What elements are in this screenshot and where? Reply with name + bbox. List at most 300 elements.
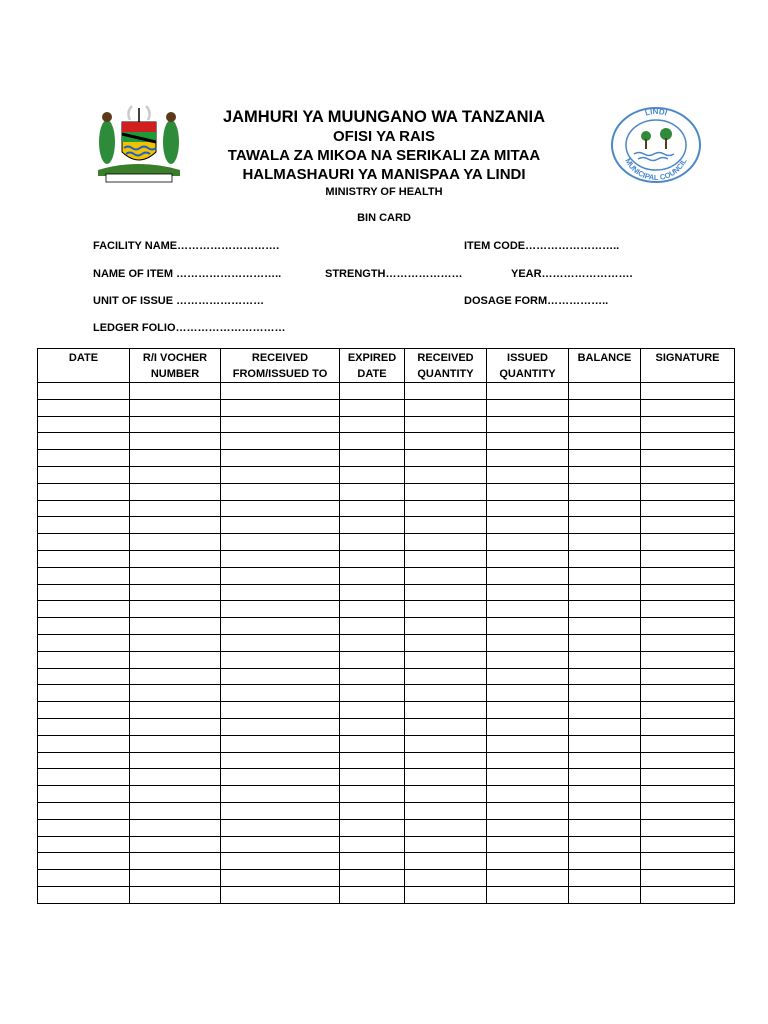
table-row xyxy=(38,702,735,719)
table-cell[interactable] xyxy=(221,483,340,500)
table-cell[interactable] xyxy=(38,416,130,433)
table-cell[interactable] xyxy=(221,618,340,635)
table-row xyxy=(38,416,735,433)
card-title: BIN CARD xyxy=(357,212,411,224)
table-cell[interactable] xyxy=(38,685,130,702)
table-cell[interactable] xyxy=(38,886,130,903)
table-cell[interactable] xyxy=(38,668,130,685)
table-cell[interactable] xyxy=(38,853,130,870)
table-cell[interactable] xyxy=(38,383,130,400)
table-cell[interactable] xyxy=(487,735,569,752)
table-cell[interactable] xyxy=(340,769,405,786)
table-cell[interactable] xyxy=(641,517,735,534)
table-cell[interactable] xyxy=(487,651,569,668)
item-code-field[interactable]: ITEM CODE…………………….. xyxy=(464,240,620,252)
table-row xyxy=(38,399,735,416)
table-row xyxy=(38,634,735,651)
table-cell[interactable] xyxy=(340,550,405,567)
table-cell[interactable] xyxy=(405,483,487,500)
table-cell[interactable] xyxy=(405,550,487,567)
table-cell[interactable] xyxy=(569,433,641,450)
table-cell[interactable] xyxy=(130,567,221,584)
strength-field[interactable]: STRENGTH………………… xyxy=(325,268,463,280)
table-cell[interactable] xyxy=(221,769,340,786)
table-cell[interactable] xyxy=(405,668,487,685)
column-header-line2: NUMBER xyxy=(150,368,200,380)
table-cell[interactable] xyxy=(487,752,569,769)
column-header-line2: QUANTITY xyxy=(417,368,474,380)
table-cell[interactable] xyxy=(641,702,735,719)
table-cell[interactable] xyxy=(38,718,130,735)
table-cell[interactable] xyxy=(487,500,569,517)
table-cell[interactable] xyxy=(487,853,569,870)
table-cell[interactable] xyxy=(38,601,130,618)
table-cell[interactable] xyxy=(221,500,340,517)
table-cell[interactable] xyxy=(569,634,641,651)
table-cell[interactable] xyxy=(405,853,487,870)
table-cell[interactable] xyxy=(221,853,340,870)
unit-of-issue-field[interactable]: UNIT OF ISSUE …………………… xyxy=(93,295,265,307)
table-cell[interactable] xyxy=(130,870,221,887)
table-cell[interactable] xyxy=(569,769,641,786)
table-cell[interactable] xyxy=(221,433,340,450)
column-header-line1: ISSUED xyxy=(507,352,548,364)
table-cell[interactable] xyxy=(38,786,130,803)
table-cell[interactable] xyxy=(221,819,340,836)
table-cell[interactable] xyxy=(405,416,487,433)
table-cell[interactable] xyxy=(641,752,735,769)
table-cell[interactable] xyxy=(569,618,641,635)
table-cell[interactable] xyxy=(130,853,221,870)
table-cell[interactable] xyxy=(38,819,130,836)
year-field[interactable]: YEAR……………………. xyxy=(511,268,633,280)
ledger-folio-field[interactable]: LEDGER FOLIO………………………… xyxy=(93,322,286,334)
table-cell[interactable] xyxy=(487,718,569,735)
table-row xyxy=(38,383,735,400)
table-cell[interactable] xyxy=(641,450,735,467)
table-cell[interactable] xyxy=(221,517,340,534)
table-cell[interactable] xyxy=(405,836,487,853)
table-cell[interactable] xyxy=(221,836,340,853)
table-cell[interactable] xyxy=(130,466,221,483)
table-cell[interactable] xyxy=(340,634,405,651)
table-cell[interactable] xyxy=(569,534,641,551)
table-cell[interactable] xyxy=(38,735,130,752)
table-cell[interactable] xyxy=(405,685,487,702)
table-cell[interactable] xyxy=(38,534,130,551)
table-cell[interactable] xyxy=(130,618,221,635)
table-cell[interactable] xyxy=(221,416,340,433)
table-cell[interactable] xyxy=(130,634,221,651)
table-cell[interactable] xyxy=(405,517,487,534)
table-cell[interactable] xyxy=(38,433,130,450)
table-cell[interactable] xyxy=(569,668,641,685)
table-cell[interactable] xyxy=(569,567,641,584)
table-cell[interactable] xyxy=(405,735,487,752)
table-cell[interactable] xyxy=(130,383,221,400)
table-cell[interactable] xyxy=(340,685,405,702)
table-cell[interactable] xyxy=(641,618,735,635)
column-header-received-from-issued-to xyxy=(221,349,340,383)
table-cell[interactable] xyxy=(569,399,641,416)
table-cell[interactable] xyxy=(38,870,130,887)
column-header-voucher-number xyxy=(130,349,221,383)
table-cell[interactable] xyxy=(221,450,340,467)
table-row xyxy=(38,819,735,836)
table-cell[interactable] xyxy=(130,399,221,416)
table-cell[interactable] xyxy=(641,668,735,685)
table-cell[interactable] xyxy=(641,466,735,483)
table-row xyxy=(38,567,735,584)
table-cell[interactable] xyxy=(221,601,340,618)
table-row xyxy=(38,618,735,635)
table-cell[interactable] xyxy=(569,500,641,517)
table-cell[interactable] xyxy=(487,584,569,601)
table-cell[interactable] xyxy=(641,870,735,887)
table-cell[interactable] xyxy=(487,601,569,618)
table-cell[interactable] xyxy=(38,450,130,467)
table-row xyxy=(38,534,735,551)
table-cell[interactable] xyxy=(569,450,641,467)
table-cell[interactable] xyxy=(641,567,735,584)
table-cell[interactable] xyxy=(569,601,641,618)
table-cell[interactable] xyxy=(340,836,405,853)
table-cell[interactable] xyxy=(569,802,641,819)
table-cell[interactable] xyxy=(130,752,221,769)
table-cell[interactable] xyxy=(340,433,405,450)
table-cell[interactable] xyxy=(569,584,641,601)
table-cell[interactable] xyxy=(340,567,405,584)
table-cell[interactable] xyxy=(221,399,340,416)
table-cell[interactable] xyxy=(569,685,641,702)
table-cell[interactable] xyxy=(487,466,569,483)
table-cell[interactable] xyxy=(641,601,735,618)
table-cell[interactable] xyxy=(405,651,487,668)
table-cell[interactable] xyxy=(641,483,735,500)
table-cell[interactable] xyxy=(487,399,569,416)
table-cell[interactable] xyxy=(130,702,221,719)
table-cell[interactable] xyxy=(38,836,130,853)
facility-name-field[interactable]: FACILITY NAME………………………. xyxy=(93,240,280,252)
table-cell[interactable] xyxy=(221,383,340,400)
table-cell[interactable] xyxy=(340,450,405,467)
table-cell[interactable] xyxy=(569,550,641,567)
table-cell[interactable] xyxy=(340,752,405,769)
table-cell[interactable] xyxy=(405,433,487,450)
table-cell[interactable] xyxy=(487,870,569,887)
table-cell[interactable] xyxy=(221,735,340,752)
table-cell[interactable] xyxy=(221,685,340,702)
dosage-form-field[interactable]: DOSAGE FORM…………….. xyxy=(464,295,609,307)
table-cell[interactable] xyxy=(569,870,641,887)
table-cell[interactable] xyxy=(487,383,569,400)
table-cell[interactable] xyxy=(340,534,405,551)
table-cell[interactable] xyxy=(221,870,340,887)
table-cell[interactable] xyxy=(641,819,735,836)
table-cell[interactable] xyxy=(569,416,641,433)
table-cell[interactable] xyxy=(130,483,221,500)
table-cell[interactable] xyxy=(641,786,735,803)
table-cell[interactable] xyxy=(340,399,405,416)
table-cell[interactable] xyxy=(569,517,641,534)
table-cell[interactable] xyxy=(405,534,487,551)
column-header-line2: FROM/ISSUED TO xyxy=(232,368,328,380)
table-row xyxy=(38,752,735,769)
table-cell[interactable] xyxy=(487,668,569,685)
table-cell[interactable] xyxy=(38,567,130,584)
table-cell[interactable] xyxy=(340,500,405,517)
table-cell[interactable] xyxy=(340,819,405,836)
column-header-line2: QUANTITY xyxy=(499,368,556,380)
table-cell[interactable] xyxy=(405,567,487,584)
table-cell[interactable] xyxy=(130,584,221,601)
table-cell[interactable] xyxy=(641,634,735,651)
table-row xyxy=(38,853,735,870)
table-cell[interactable] xyxy=(340,718,405,735)
table-cell[interactable] xyxy=(340,735,405,752)
table-cell[interactable] xyxy=(487,836,569,853)
table-cell[interactable] xyxy=(130,886,221,903)
table-cell[interactable] xyxy=(487,550,569,567)
table-cell[interactable] xyxy=(340,601,405,618)
table-body xyxy=(38,383,735,904)
table-cell[interactable] xyxy=(38,584,130,601)
column-header-balance xyxy=(569,349,641,383)
table-row xyxy=(38,550,735,567)
table-cell[interactable] xyxy=(569,886,641,903)
table-cell[interactable] xyxy=(130,836,221,853)
table-row xyxy=(38,433,735,450)
table-cell[interactable] xyxy=(405,450,487,467)
name-of-item-field[interactable]: NAME OF ITEM ……………………….. xyxy=(93,268,282,280)
table-header-row xyxy=(38,349,735,383)
table-cell[interactable] xyxy=(405,769,487,786)
table-cell[interactable] xyxy=(340,886,405,903)
table-cell[interactable] xyxy=(130,534,221,551)
table-cell[interactable] xyxy=(641,500,735,517)
table-cell[interactable] xyxy=(340,416,405,433)
table-cell[interactable] xyxy=(487,618,569,635)
table-cell[interactable] xyxy=(487,483,569,500)
table-cell[interactable] xyxy=(641,685,735,702)
table-cell[interactable] xyxy=(405,702,487,719)
table-cell[interactable] xyxy=(38,517,130,534)
table-cell[interactable] xyxy=(221,718,340,735)
table-cell[interactable] xyxy=(130,735,221,752)
table-cell[interactable] xyxy=(221,752,340,769)
seal-bottom-text: MUNICIPAL COUNCIL xyxy=(623,156,689,183)
table-cell[interactable] xyxy=(641,416,735,433)
table-cell[interactable] xyxy=(130,601,221,618)
table-row xyxy=(38,517,735,534)
table-cell[interactable] xyxy=(340,668,405,685)
table-cell[interactable] xyxy=(221,886,340,903)
table-cell[interactable] xyxy=(38,651,130,668)
table-cell[interactable] xyxy=(405,802,487,819)
table-cell[interactable] xyxy=(487,433,569,450)
table-cell[interactable] xyxy=(569,735,641,752)
table-cell[interactable] xyxy=(405,718,487,735)
table-cell[interactable] xyxy=(130,685,221,702)
table-cell[interactable] xyxy=(569,651,641,668)
table-cell[interactable] xyxy=(38,634,130,651)
seal-top-text: LINDI xyxy=(643,106,669,118)
table-cell[interactable] xyxy=(340,483,405,500)
table-cell[interactable] xyxy=(487,769,569,786)
table-cell[interactable] xyxy=(569,483,641,500)
table-row xyxy=(38,584,735,601)
table-cell[interactable] xyxy=(405,886,487,903)
table-cell[interactable] xyxy=(641,399,735,416)
table-cell[interactable] xyxy=(340,786,405,803)
table-cell[interactable] xyxy=(569,702,641,719)
table-cell[interactable] xyxy=(340,651,405,668)
table-cell[interactable] xyxy=(130,651,221,668)
header-municipal-council: HALMASHAURI YA MANISPAA YA LINDI xyxy=(242,166,526,183)
table-cell[interactable] xyxy=(38,500,130,517)
table-cell[interactable] xyxy=(405,634,487,651)
table-cell[interactable] xyxy=(130,769,221,786)
table-cell[interactable] xyxy=(221,802,340,819)
table-cell[interactable] xyxy=(221,466,340,483)
table-cell[interactable] xyxy=(340,870,405,887)
table-cell[interactable] xyxy=(38,550,130,567)
table-row xyxy=(38,483,735,500)
column-header-line1: RECEIVED xyxy=(251,352,309,364)
table-cell[interactable] xyxy=(569,383,641,400)
table-cell[interactable] xyxy=(130,819,221,836)
table-cell[interactable] xyxy=(130,718,221,735)
table-cell[interactable] xyxy=(487,702,569,719)
table-cell[interactable] xyxy=(340,517,405,534)
table-cell[interactable] xyxy=(405,870,487,887)
table-cell[interactable] xyxy=(487,886,569,903)
table-cell[interactable] xyxy=(641,584,735,601)
table-cell[interactable] xyxy=(569,853,641,870)
table-cell[interactable] xyxy=(38,752,130,769)
table-cell[interactable] xyxy=(569,786,641,803)
table-cell[interactable] xyxy=(130,668,221,685)
table-cell[interactable] xyxy=(641,769,735,786)
table-cell[interactable] xyxy=(130,550,221,567)
table-cell[interactable] xyxy=(405,786,487,803)
table-cell[interactable] xyxy=(38,702,130,719)
table-cell[interactable] xyxy=(405,601,487,618)
table-cell[interactable] xyxy=(221,534,340,551)
table-cell[interactable] xyxy=(641,550,735,567)
table-cell[interactable] xyxy=(641,383,735,400)
table-cell[interactable] xyxy=(221,668,340,685)
table-row xyxy=(38,466,735,483)
table-row xyxy=(38,450,735,467)
table-cell[interactable] xyxy=(641,735,735,752)
table-row xyxy=(38,735,735,752)
table-cell[interactable] xyxy=(405,500,487,517)
table-cell[interactable] xyxy=(569,466,641,483)
header-office: OFISI YA RAIS xyxy=(333,128,435,145)
table-cell[interactable] xyxy=(569,819,641,836)
table-cell[interactable] xyxy=(405,383,487,400)
table-cell[interactable] xyxy=(38,769,130,786)
table-cell[interactable] xyxy=(340,618,405,635)
table-cell[interactable] xyxy=(130,802,221,819)
table-row xyxy=(38,685,735,702)
table-cell[interactable] xyxy=(221,634,340,651)
table-cell[interactable] xyxy=(487,416,569,433)
table-cell[interactable] xyxy=(405,819,487,836)
table-cell[interactable] xyxy=(405,752,487,769)
table-cell[interactable] xyxy=(641,651,735,668)
table-cell[interactable] xyxy=(221,550,340,567)
column-header-line1: RECEIVED xyxy=(417,352,474,364)
table-row xyxy=(38,601,735,618)
table-cell[interactable] xyxy=(641,718,735,735)
table-cell[interactable] xyxy=(38,399,130,416)
table-cell[interactable] xyxy=(641,433,735,450)
table-cell[interactable] xyxy=(487,450,569,467)
table-cell[interactable] xyxy=(221,702,340,719)
table-cell[interactable] xyxy=(569,718,641,735)
table-cell[interactable] xyxy=(221,786,340,803)
table-cell[interactable] xyxy=(487,567,569,584)
header-ministry: MINISTRY OF HEALTH xyxy=(325,186,443,198)
column-header-line1: DATE xyxy=(68,352,99,364)
table-cell[interactable] xyxy=(130,500,221,517)
table-cell[interactable] xyxy=(340,802,405,819)
table-cell[interactable] xyxy=(130,517,221,534)
table-cell[interactable] xyxy=(340,466,405,483)
table-cell[interactable] xyxy=(487,534,569,551)
table-cell[interactable] xyxy=(340,584,405,601)
table-cell[interactable] xyxy=(130,450,221,467)
table-cell[interactable] xyxy=(221,584,340,601)
table-cell[interactable] xyxy=(569,836,641,853)
table-cell[interactable] xyxy=(340,702,405,719)
table-cell[interactable] xyxy=(405,466,487,483)
table-cell[interactable] xyxy=(641,802,735,819)
table-row xyxy=(38,500,735,517)
table-row xyxy=(38,718,735,735)
table-cell[interactable] xyxy=(38,483,130,500)
table-cell[interactable] xyxy=(221,651,340,668)
table-cell[interactable] xyxy=(405,399,487,416)
table-cell[interactable] xyxy=(38,802,130,819)
table-cell[interactable] xyxy=(130,433,221,450)
table-cell[interactable] xyxy=(38,466,130,483)
table-cell[interactable] xyxy=(487,634,569,651)
table-cell[interactable] xyxy=(130,416,221,433)
table-cell[interactable] xyxy=(487,517,569,534)
table-row xyxy=(38,651,735,668)
table-cell[interactable] xyxy=(641,534,735,551)
table-cell[interactable] xyxy=(340,853,405,870)
table-cell[interactable] xyxy=(130,786,221,803)
table-cell[interactable] xyxy=(569,752,641,769)
table-cell[interactable] xyxy=(221,567,340,584)
table-cell[interactable] xyxy=(641,836,735,853)
table-cell[interactable] xyxy=(340,383,405,400)
table-cell[interactable] xyxy=(405,618,487,635)
table-cell[interactable] xyxy=(38,618,130,635)
table-cell[interactable] xyxy=(487,685,569,702)
table-cell[interactable] xyxy=(641,853,735,870)
column-header-issued-quantity xyxy=(487,349,569,383)
table-cell[interactable] xyxy=(487,786,569,803)
table-cell[interactable] xyxy=(487,802,569,819)
table-cell[interactable] xyxy=(487,819,569,836)
table-cell[interactable] xyxy=(405,584,487,601)
table-cell[interactable] xyxy=(641,886,735,903)
